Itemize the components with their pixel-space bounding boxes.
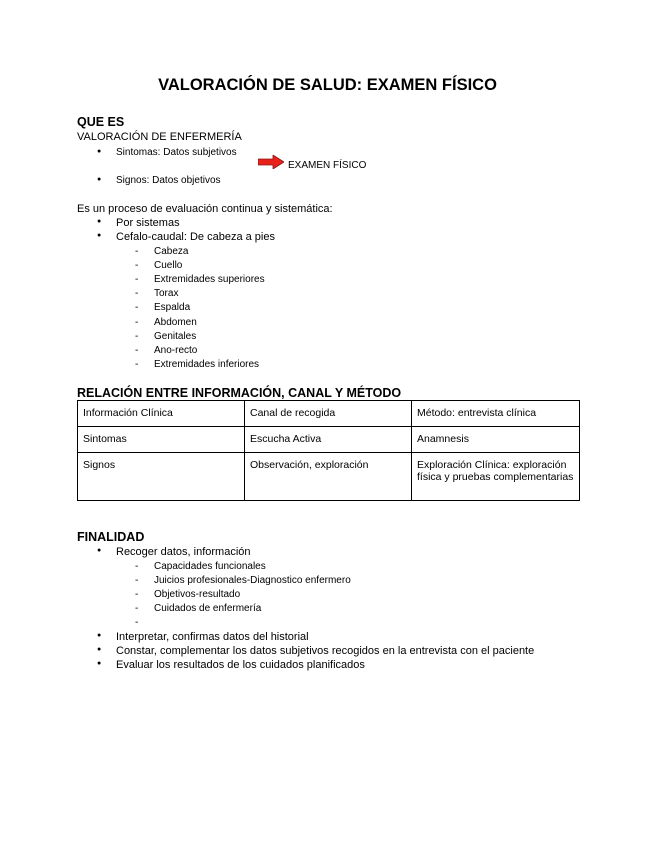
list-item: ● Signos: Datos objetivos	[116, 175, 221, 186]
list-item: ● Constar, complementar los datos subjetivos recogidos en la entrevista con el paciente	[116, 645, 534, 657]
list-item: ● Recoger datos, información	[116, 546, 251, 558]
subheading-valoracion: VALORACIÓN DE ENFERMERÍA	[77, 131, 242, 143]
sub-list-item: - Cuidados de enfermería	[154, 603, 261, 614]
sub-list-item: - Torax	[154, 288, 178, 299]
list-item: ● Cefalo-caudal: De cabeza a pies	[116, 231, 275, 243]
table-cell: Observación, exploración	[245, 453, 412, 501]
sub-list-item: - Extremidades superiores	[154, 274, 265, 285]
table-row	[78, 427, 580, 453]
table-cell: Exploración Clínica: exploración física y pruebas complementarias	[412, 453, 580, 501]
table-header-cell: Información Clínica	[78, 401, 245, 427]
sub-list-item: - Juicios profesionales-Diagnostico enfermero	[154, 575, 351, 586]
sub-list-item: - Abdomen	[154, 317, 197, 328]
section-heading-finalidad: FINALIDAD	[77, 530, 145, 544]
section-heading-que-es: QUE ES	[77, 115, 125, 129]
right-arrow-icon	[258, 155, 284, 169]
sub-list-item: - Cuello	[154, 260, 182, 271]
table-cell: Sintomas	[78, 427, 245, 453]
table-header-cell: Canal de recogida	[245, 401, 412, 427]
sub-list-item: - Capacidades funcionales	[154, 561, 266, 572]
sub-list-item: - Ano-recto	[154, 345, 197, 356]
list-item: ● Por sistemas	[116, 217, 180, 229]
sub-list-item: - Genitales	[154, 331, 196, 342]
list-item: ● Interpretar, confirmas datos del historial	[116, 631, 309, 643]
sub-list-item: - Extremidades inferiores	[154, 359, 259, 370]
table-header-row	[78, 401, 580, 427]
process-intro: Es un proceso de evaluación continua y sistemática:	[77, 203, 333, 215]
table-row	[78, 453, 580, 501]
table-header-cell: Método: entrevista clínica	[412, 401, 580, 427]
arrow-label: EXAMEN FÍSICO	[288, 160, 367, 171]
page-title: VALORACIÓN DE SALUD: EXAMEN FÍSICO	[158, 76, 497, 94]
list-item: ● Sintomas: Datos subjetivos	[116, 147, 237, 158]
table-cell: Anamnesis	[412, 427, 580, 453]
sub-list-item: - Cabeza	[154, 246, 188, 257]
section-heading-relacion: RELACIÓN ENTRE INFORMACIÓN, CANAL Y MÉTODO	[77, 386, 402, 400]
table-cell: Escucha Activa	[245, 427, 412, 453]
sub-list-item: - Objetivos-resultado	[154, 589, 240, 600]
table-cell: Signos	[78, 453, 245, 501]
list-item: ● Evaluar los resultados de los cuidados planificados	[116, 659, 365, 671]
relation-table	[77, 400, 580, 501]
sub-list-item: - Espalda	[154, 302, 190, 313]
